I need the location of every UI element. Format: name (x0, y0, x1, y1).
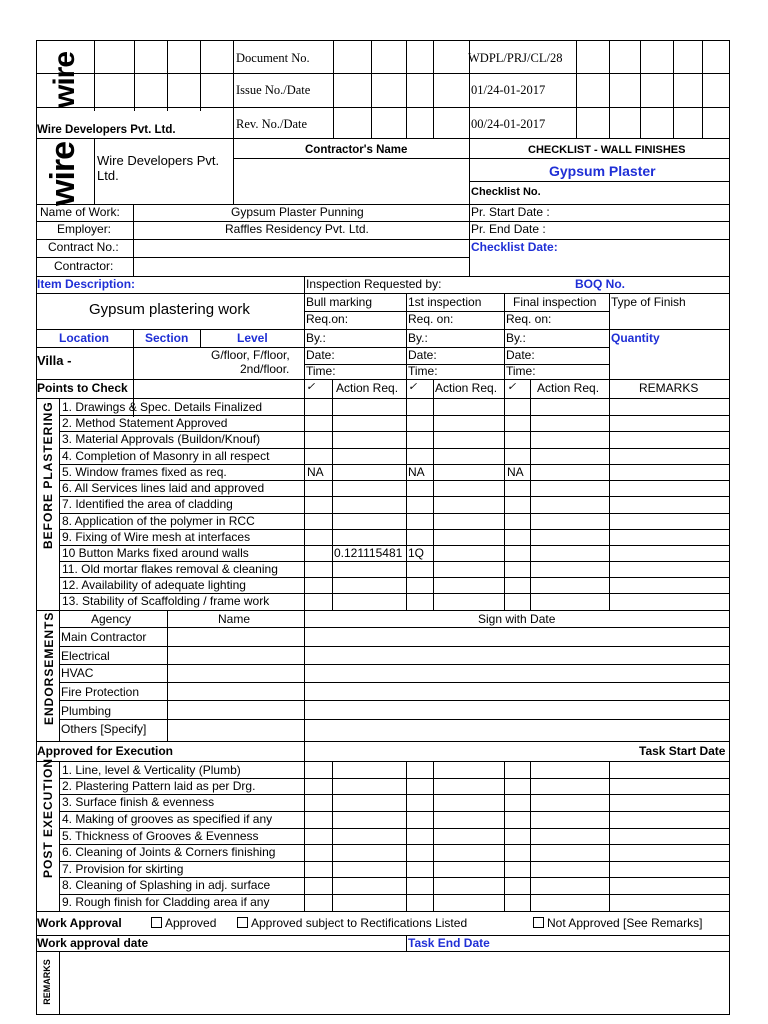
pr-end: Pr. End Date : (471, 222, 546, 236)
post-item: 6. Cleaning of Joints & Corners finishing (62, 845, 276, 859)
company-block (37, 139, 729, 205)
post-item: 3. Surface finish & evenness (62, 795, 215, 809)
agency-row: Others [Specify] (61, 722, 147, 736)
agency-label: Agency (91, 612, 132, 626)
item-description: Gypsum plastering work (89, 301, 250, 318)
by-1: By.: (306, 331, 326, 345)
not-approved-option (533, 916, 702, 930)
boq-label: BOQ No. (575, 277, 625, 291)
villa: Villa - (37, 353, 72, 368)
action-req-1: Action Req. (336, 381, 399, 395)
tick-icon: ✓ (306, 381, 316, 393)
check-item: 8. Application of the polymer in RCC (62, 514, 255, 528)
employer: Raffles Residency Pvt. Ltd. (225, 222, 369, 236)
req-on-1: Req.on: (306, 312, 349, 326)
post-item: 9. Rough finish for Cladding area if any (62, 895, 270, 909)
contractor-name-label: Contractor's Name (305, 144, 408, 156)
final-inspection: Final inspection (513, 295, 597, 309)
req-on-2: Req. on: (408, 312, 454, 326)
checklist-form (36, 40, 730, 1015)
pr-start: Pr. Start Date : (471, 205, 550, 219)
agency-row: Fire Protection (61, 685, 140, 699)
time-3: Time: (506, 364, 536, 378)
na-value: NA (408, 465, 425, 479)
wire-logo-top: wire (48, 51, 81, 108)
item-desc-label: Item Description: (37, 277, 136, 291)
post-execution-label: POST EXECUTION (41, 757, 55, 878)
action-req-2: Action Req. (435, 381, 498, 395)
approved-sub-text: Approved subject to Rectifications Listed (251, 916, 468, 930)
tick-icon: ✓ (408, 381, 418, 393)
employer-label: Employer: (57, 222, 112, 236)
check-item: 1. Drawings & Spec. Details Finalized (62, 400, 263, 414)
check-item: 12. Availability of adequate lighting (62, 578, 246, 592)
agency-row: HVAC (61, 666, 94, 680)
item-section (37, 276, 729, 417)
floors: G/floor, F/floor, (211, 348, 290, 362)
name-of-work: Gypsum Plaster Punning (231, 205, 364, 219)
value-10b: 1Q (408, 546, 425, 560)
action-req-3: Action Req. (537, 381, 600, 395)
check-item: 7. Identified the area of cladding (62, 497, 233, 511)
agency-row: Electrical (61, 649, 110, 663)
task-end-label: Task End Date (408, 936, 490, 950)
endorsements (37, 610, 729, 741)
post-item: 7. Provision for skirting (62, 862, 184, 876)
check-item: 6. All Services lines laid and approved (62, 481, 265, 495)
contractor-label: Contractor: (54, 259, 114, 273)
company-name: Wire Developers Pvt. Ltd. (37, 124, 176, 136)
check-item: 9. Fixing of Wire mesh at interfaces (62, 530, 251, 544)
points-to-check-label: Points to Check (37, 381, 128, 395)
check-item: 10 Button Marks fixed around walls (62, 546, 249, 560)
post-item: 5. Thickness of Grooves & Evenness (62, 829, 259, 843)
approved-checkbox[interactable] (151, 917, 162, 928)
tick-icon: ✓ (507, 381, 517, 393)
endorsements-label: ENDORSEMENTS (42, 611, 56, 725)
issue-value: 01/24-01-2017 (471, 83, 546, 97)
rev-label: Rev. No./Date (236, 117, 308, 131)
checklist-date: Checklist Date: (471, 240, 558, 254)
not-approved-checkbox[interactable] (533, 917, 544, 928)
time-1: Time: (306, 364, 336, 378)
type-of-finish: Type of Finish (611, 295, 686, 309)
value-10: 0.121115481 (334, 546, 403, 560)
work-approval-row (37, 911, 729, 935)
work-date-row (37, 935, 729, 951)
before-plastering-label: BEFORE PLASTERING (41, 401, 55, 549)
rev-value: 00/24-01-2017 (471, 117, 546, 131)
document-header (37, 41, 729, 139)
contract-no-label: Contract No.: (48, 240, 119, 254)
post-item: 1. Line, level & Verticality (Plumb) (62, 763, 241, 777)
before-plastering (37, 399, 729, 610)
project-info (37, 204, 729, 277)
approved-text: Approved (165, 916, 217, 930)
inspection-req: Inspection Requested by: (306, 277, 442, 291)
checklist-subtitle: Gypsum Plaster (549, 163, 656, 179)
level-label: Level (237, 331, 268, 345)
approved-sub-checkbox[interactable] (237, 917, 248, 928)
floors-2: 2nd/floor. (240, 362, 290, 376)
task-start-label: Task Start Date (639, 744, 726, 758)
post-item: 4. Making of grooves as specified if any (62, 812, 273, 826)
by-3: By.: (506, 331, 526, 345)
post-item: 8. Cleaning of Splashing in adj. surface (62, 878, 271, 892)
by-2: By.: (408, 331, 428, 345)
check-item: 4. Completion of Masonry in all respect (62, 449, 270, 463)
time-2: Time: (408, 364, 438, 378)
company-wrapped: Wire Developers Pvt. Ltd. (97, 153, 220, 183)
remarks-section (37, 951, 729, 1014)
issue-label: Issue No./Date (236, 83, 311, 97)
agency-row: Plumbing (61, 704, 112, 718)
name-of-work-label: Name of Work: (40, 205, 120, 219)
document-no-label: Document No. (236, 51, 310, 65)
approved-option (151, 916, 216, 930)
post-item: 2. Plastering Pattern laid as per Drg. (62, 779, 256, 793)
quantity-label: Quantity (611, 331, 660, 345)
date-3: Date: (506, 348, 535, 362)
check-item: 5. Window frames fixed as req. (62, 465, 227, 479)
work-date-label: Work approval date (37, 936, 149, 950)
checklist-no-label: Checklist No. (471, 186, 541, 198)
remarks-col-label: REMARKS (639, 381, 699, 395)
name-label: Name (218, 612, 251, 626)
wire-logo: wire (44, 141, 82, 206)
date-1: Date: (306, 348, 335, 362)
approved-exec-label: Approved for Execution (37, 744, 174, 758)
check-item: 13. Stability of Scaffolding / frame work (62, 594, 270, 608)
na-value: NA (307, 465, 324, 479)
post-execution (37, 757, 729, 911)
date-2: Date: (408, 348, 437, 362)
req-on-3: Req. on: (506, 312, 552, 326)
section-label: Section (145, 331, 189, 345)
approved-sub-option (237, 916, 467, 930)
agency-row: Main Contractor (61, 630, 147, 644)
na-value: NA (507, 465, 524, 479)
check-item: 3. Material Approvals (Buildon/Knouf) (62, 432, 261, 446)
check-item: 2. Method Statement Approved (62, 416, 228, 430)
remarks-label: REMARKS (42, 959, 52, 1005)
not-approved-text: Not Approved [See Remarks] (547, 916, 703, 930)
first-inspection: 1st inspection (408, 295, 482, 309)
sign-label: Sign with Date (478, 612, 556, 626)
approved-exec-row (37, 741, 729, 761)
location-label: Location (59, 331, 109, 345)
bull-marking: Bull marking (306, 295, 373, 309)
checklist-title: CHECKLIST - WALL FINISHES (528, 144, 686, 156)
check-item: 11. Old mortar flakes removal & cleaning (62, 562, 278, 576)
work-approval-label: Work Approval (37, 916, 122, 930)
document-no: WDPL/PRJ/CL/28 (468, 51, 563, 65)
